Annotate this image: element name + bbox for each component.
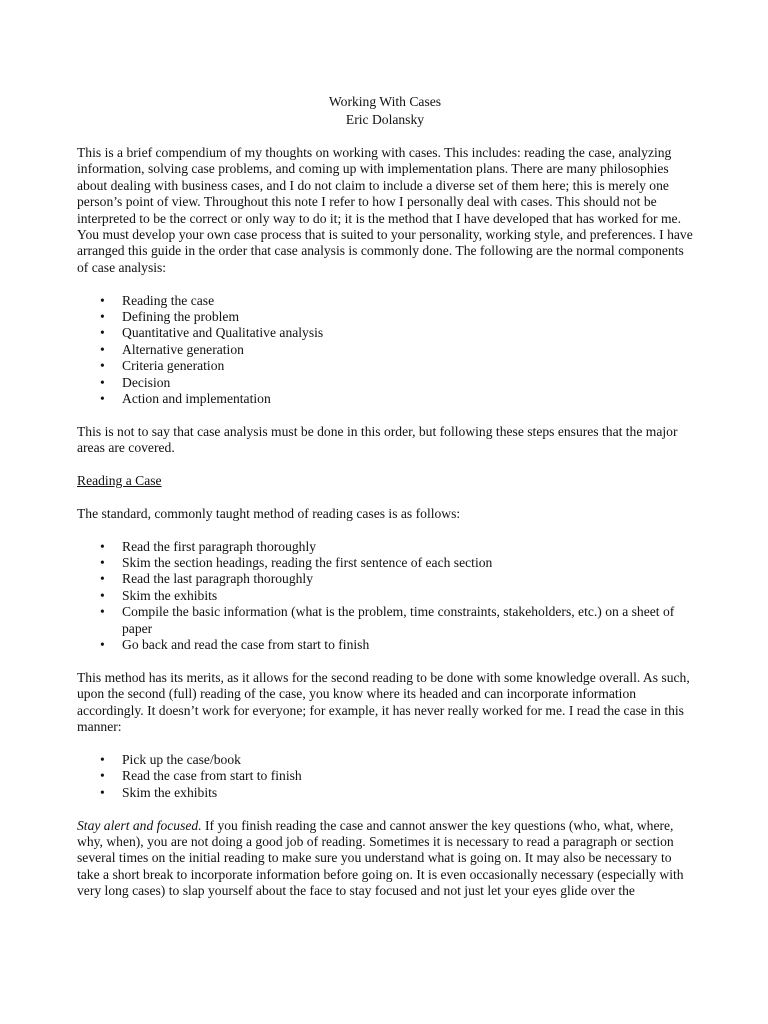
list-item-text: Read the case from start to finish [122,768,302,784]
bullet-icon: • [100,784,105,800]
section-heading: Reading a Case [77,473,162,489]
document-page [77,93,693,916]
list-item-text: Read the last paragraph thoroughly [122,571,314,587]
bullet-icon: • [100,292,105,308]
my-steps-list [77,752,693,801]
merits-paragraph: This method has its merits, as it allows for the second reading to be done with some knowledge overall. As such, upon the second (full) reading of the case, you know where its headed and can incorporate information accordingly. It doesn’t work for everyone; for example, it has never really worked for me. I read the case in this manner: [77,669,690,735]
list-item-text: Skim the section headings, reading the first sentence of each section [122,555,493,571]
list-item [77,637,693,653]
bullet-icon: • [100,555,105,571]
list-item [77,325,693,341]
intro-paragraph: This is a brief compendium of my thoughts on working with cases. This includes: reading the case, analyzing information, solving case problems, and coming up with implementation plans. There are many philosophies about dealing with business cases, and I do not claim to include a diverse set of them here; this is merely one person’s point of view. Throughout this note I refer to how I personally deal with cases. This should not be interpreted to be the correct or only way to do it; it is the method that I have developed that has worked for me. You must develop your own case process that is suited to your personality, working style, and preferences. I have arranged this guide in the order that case analysis is commonly done. The following are the normal components of case analysis: [77,145,693,275]
list-item [77,309,693,325]
bullet-icon: • [100,309,105,325]
bullet-icon: • [100,637,105,653]
bullet-icon: • [100,587,105,603]
bullet-icon: • [100,604,105,620]
list-item [77,604,693,637]
bullet-icon: • [100,374,105,390]
list-item-text: Decision [122,374,171,390]
order-note-paragraph: This is not to say that case analysis must be done in this order, but following these steps ensures that the major areas are covered. [77,423,678,456]
list-item-text: Quantitative and Qualitative analysis [122,325,324,341]
list-item-text: Criteria generation [122,358,225,374]
list-item [77,752,693,768]
document-title: Working With Cases [328,94,442,109]
list-item [77,342,693,358]
alert-paragraph [77,818,693,900]
bullet-icon: • [100,341,105,357]
components-list [77,293,693,408]
list-item [77,571,693,587]
list-item [77,293,693,309]
bullet-icon: • [100,325,105,341]
list-item-text: Alternative generation [122,341,244,357]
list-item-text: Compile the basic information (what is the problem, time constraints, stakeholders, etc.) on a sheet of paper [122,604,675,636]
list-item-text: Defining the problem [122,309,240,325]
alert-lead: Stay alert and focused. [77,817,202,833]
bullet-icon: • [100,768,105,784]
list-item-text: Go back and read the case from start to finish [122,637,370,653]
document-author: Eric Dolansky [345,112,425,127]
list-item-text: Skim the exhibits [122,784,218,800]
list-item-text: Action and implementation [122,391,271,407]
alert-text: If you finish reading the case and cannot answer the key questions (who, what, where, why, when), you are not doing a good job of reading. Sometimes it is necessary to read a paragraph or section several times on the initial reading to make sure you understand what is going on. It may also be necessary to take a short break to incorporate information before going on. It is even occasionally necessary (especially with very long cases) to slap yourself about the face to stay focused and not just let your eyes glide over the [77,817,684,899]
list-item-text: Reading the case [122,292,215,308]
bullet-icon: • [100,571,105,587]
list-item-text: Skim the exhibits [122,587,218,603]
list-item [77,768,693,784]
standard-steps-list [77,539,693,654]
list-item [77,375,693,391]
list-item-text: Pick up the case/book [122,751,241,767]
bullet-icon: • [100,751,105,767]
list-item [77,539,693,555]
list-item [77,588,693,604]
bullet-icon: • [100,538,105,554]
list-item [77,358,693,374]
list-item [77,391,693,407]
list-item-text: Read the first paragraph thoroughly [122,538,317,554]
title-block [77,93,693,129]
list-item [77,785,693,801]
bullet-icon: • [100,358,105,374]
list-item [77,555,693,571]
standard-intro-paragraph: The standard, commonly taught method of reading cases is as follows: [77,505,461,521]
bullet-icon: • [100,391,105,407]
